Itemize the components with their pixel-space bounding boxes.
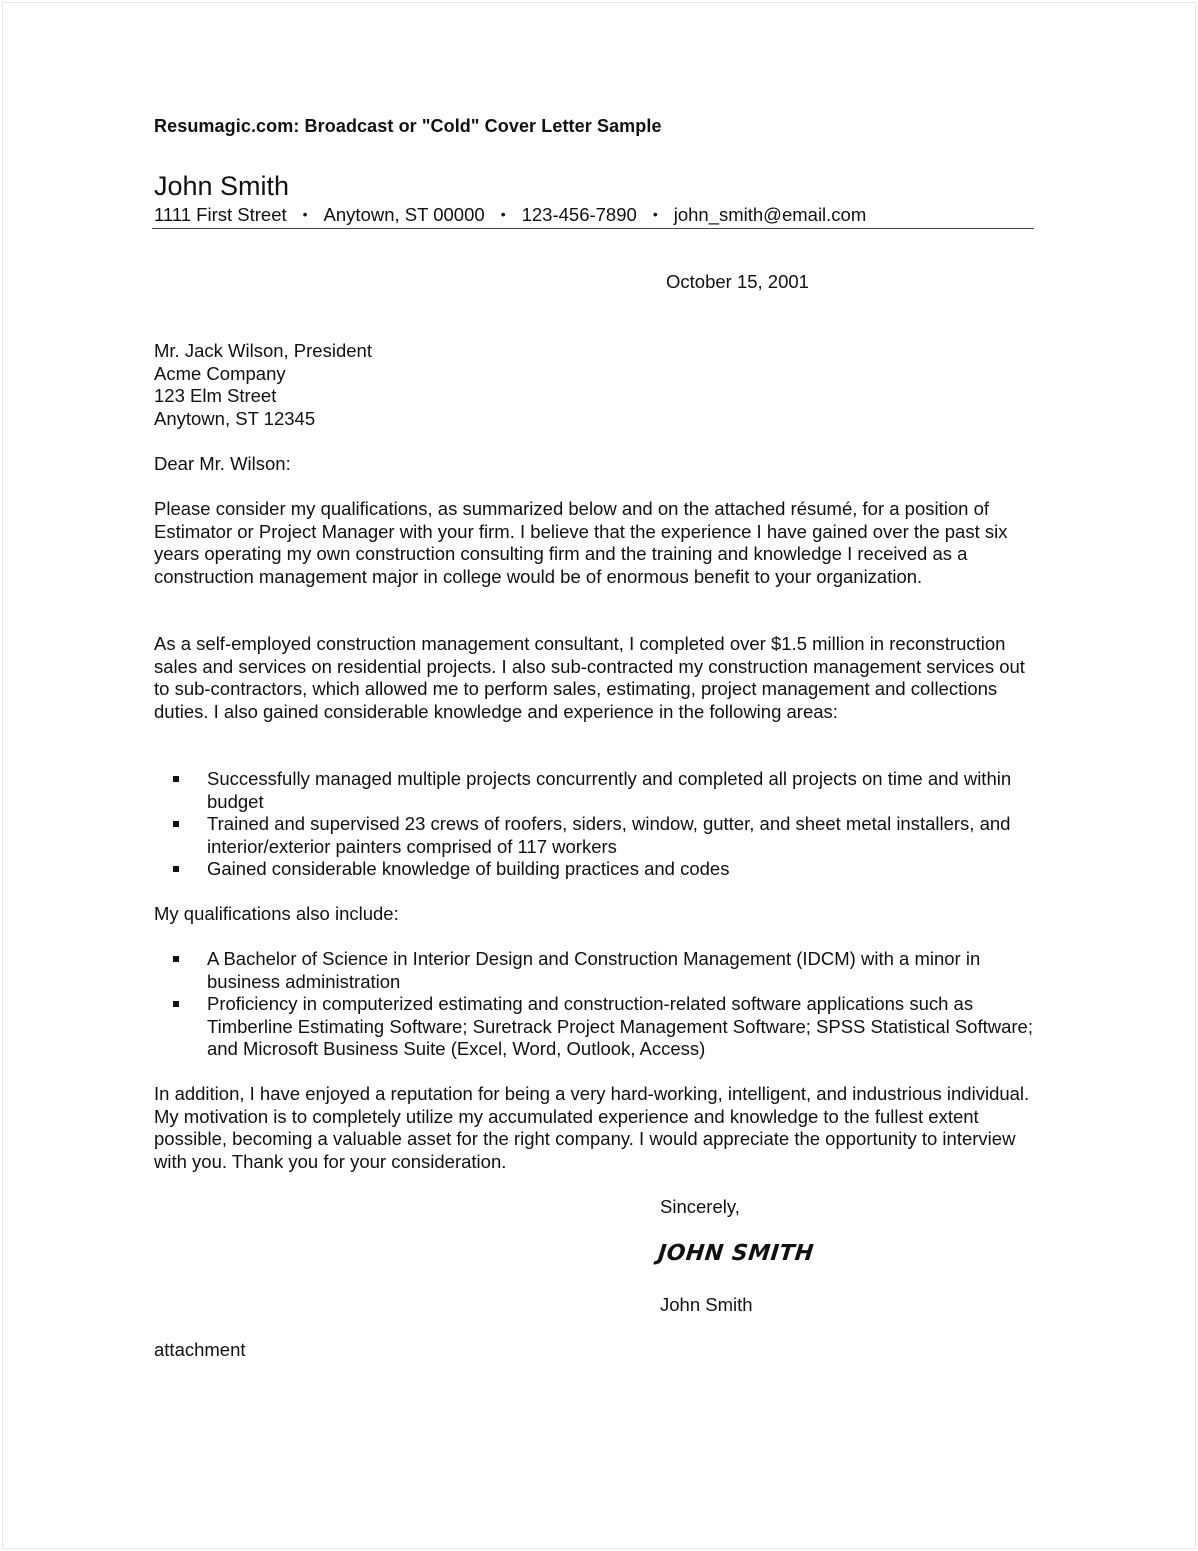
sender-street: 1111 First Street: [154, 204, 287, 225]
separator-dot: •: [302, 206, 308, 222]
sender-email: john_smith@email.com: [673, 204, 867, 225]
list-item-text: Trained and supervised 23 crews of roofers, siders, window, gutter, and sheet metal installers, and interior/exterior painters comprised of 117 workers: [207, 813, 1011, 857]
recipient-name: Mr. Jack Wilson, President: [154, 340, 372, 361]
list-item-text: A Bachelor of Science in Interior Design and Construction Management (IDCM) with a minor in business administration: [207, 948, 981, 992]
list-item: [154, 813, 1034, 858]
list-item-text: Gained considerable knowledge of building practices and codes: [207, 858, 730, 880]
list-item-text: Successfully managed multiple projects concurrently and completed all projects on time and within budget: [207, 768, 1012, 812]
square-bullet-icon: [173, 776, 179, 782]
closing: Sincerely,: [660, 1196, 740, 1217]
letter-date: October 15, 2001: [666, 271, 809, 292]
signature: JOHN SMITH: [656, 1241, 816, 1266]
list-item-text: Proficiency in computerized estimating and construction-related software applications such as Timberline Estimating Software; Suretrack Project Management Software; SPSS Statistical Software; and Microsoft Business Suite (Excel, Word, Outlook, Access): [207, 993, 1033, 1060]
recipient-street: 123 Elm Street: [154, 385, 277, 407]
list-item: [154, 858, 1034, 881]
square-bullet-icon: [173, 866, 179, 872]
cover-letter-document: [154, 114, 1034, 1360]
sender-phone: 123-456-7890: [521, 204, 637, 225]
list-item: [154, 768, 1034, 813]
experience-list: [154, 768, 1034, 881]
document-title: Resumagic.com: Broadcast or "Cold" Cover Letter Sample: [154, 116, 662, 136]
list-item: [154, 948, 1034, 993]
recipient-company: Acme Company: [154, 362, 286, 384]
body-paragraph-1: Please consider my qualifications, as summarized below and on the attached résumé, for a position of Estimator or Project Manager with your firm. I believe that the experience I have gained over the past six years operating my own construction consulting firm and the training and knowledge I received as a construction management major in college would be of enormous benefit to your organization.: [154, 498, 1008, 587]
recipient-address: [154, 340, 1034, 430]
qualifications-list: [154, 948, 1034, 1061]
enclosure-note: attachment: [154, 1339, 246, 1360]
separator-dot: •: [652, 206, 658, 222]
square-bullet-icon: [173, 1001, 179, 1007]
square-bullet-icon: [173, 956, 179, 962]
salutation: Dear Mr. Wilson:: [154, 453, 291, 474]
recipient-city: Anytown, ST 12345: [154, 407, 316, 429]
body-paragraph-2: As a self-employed construction management consultant, I completed over $1.5 million in reconstruction sales and services on residential projects. I also sub-contracted my construction management services out to sub-contractors, which allowed me to perform sales, estimating, project management and collections duties. I also gained considerable knowledge and experience in the following areas:: [154, 633, 1025, 722]
sender-contact-line: [152, 202, 1034, 229]
typed-name: John Smith: [660, 1294, 753, 1315]
qualifications-intro: My qualifications also include:: [154, 903, 399, 924]
sender-city: Anytown, ST 00000: [323, 204, 485, 225]
sender-name: John Smith: [154, 171, 290, 201]
square-bullet-icon: [173, 821, 179, 827]
list-item: [154, 993, 1034, 1061]
body-paragraph-3: In addition, I have enjoyed a reputation for being a very hard-working, intelligent, and industrious individual. My motivation is to completely utilize my accumulated experience and knowledge to the fullest extent possible, becoming a valuable asset for the right company. I would appreciate the opportunity to interview with you. Thank you for your consideration.: [154, 1083, 1030, 1172]
separator-dot: •: [500, 206, 506, 222]
